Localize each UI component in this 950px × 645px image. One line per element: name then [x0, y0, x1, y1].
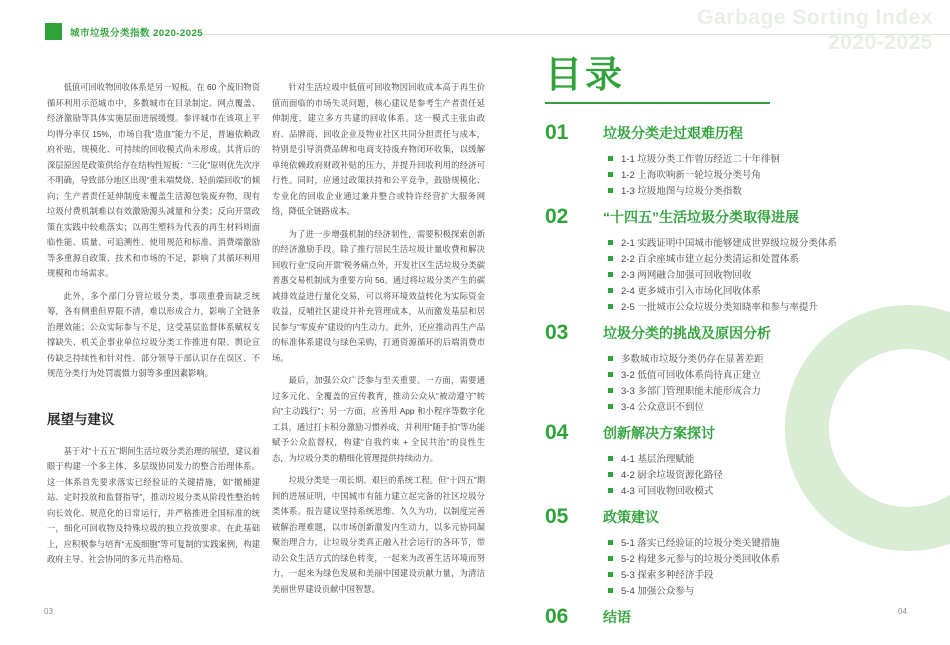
toc-title-underline — [545, 102, 770, 104]
bullet-square-icon — [608, 556, 613, 561]
toc-section-05 — [545, 506, 940, 598]
toc-entry[interactable] — [603, 550, 940, 566]
brand-square-icon — [45, 23, 62, 40]
toc-section-number: 05 — [545, 505, 569, 528]
toc-entry[interactable] — [603, 534, 940, 550]
bullet-square-icon — [608, 388, 613, 393]
paragraph: 针对生活垃圾中低值可回收物因回收成本高于再生价值而面临的市场失灵问题，核心建议是参考生产者责任延伸制度，建立多方共建的回收体系。这一模式主张由政府、品牌商、回收企业及物业社区共同分担责任与成本，特别是引导消费品牌和电商支持废弃物闭环收集，以缓解单纯依赖政府财政补贴的压力，并提升回收利用的经济可行性。同时，应通过政策扶持和公平竞争，鼓励规模化、专业化的回收企业通过兼并整合或特许经营扩大服务网络，降低全链路成本。 — [272, 82, 485, 216]
toc-section-01 — [545, 122, 940, 198]
bullet-square-icon — [608, 256, 613, 261]
toc-entry-label: 3-2 低值可回收体系尚待真正建立 — [621, 370, 761, 381]
brand-title: 城市垃圾分类指数 2020-2025 — [70, 27, 204, 39]
toc-entry[interactable] — [603, 282, 940, 298]
toc-section-title[interactable]: 政策建议 — [603, 509, 659, 525]
header-watermark — [697, 5, 933, 55]
toc-entry-label: 2-3 两网融合加强可回收物回收 — [621, 270, 752, 281]
toc-entry[interactable] — [603, 398, 940, 414]
toc-section-number: 03 — [545, 321, 569, 344]
toc-section-title[interactable]: 结语 — [603, 609, 631, 625]
toc-section-number: 06 — [545, 605, 569, 628]
toc-entry-label: 5-4 加强公众参与 — [621, 586, 695, 597]
body-column-1 — [47, 80, 260, 575]
toc-section-number: 01 — [545, 121, 569, 144]
table-of-contents — [545, 54, 940, 642]
toc-entry-label: 1-1 垃圾分类工作曾历经近二十年徘徊 — [621, 154, 780, 165]
page-number-left: 03 — [44, 607, 53, 616]
toc-entry[interactable] — [603, 466, 940, 482]
paragraph: 为了进一步增强机制的经济韧性，需要积极探索创新的经济激励手段。除了推行居民生活垃圾计量收费和解决回收行业“反向开票”税务痛点外，开发社区生活垃圾分类碳普惠交易机制成为重要方向 56。通过将垃圾分类产生的碳减排效益进行量化交易，可以将环境效益转化为实际资金收益，反哺社区建设并补充管理成本，从而激发基层和居民参与“零废弃”建设的内生动力。此外，还应推动再生产品的标准体系建设与绿色采购，打通资源循环的后端消费市场。 — [272, 228, 485, 363]
toc-entry-label: 4-2 厨余垃圾资源化路径 — [621, 470, 723, 481]
paragraph: 基于对“十五五”期间生活垃圾分类治理的展望，建议着眼于构建一个多主体、多层级协同发力的整合治理体系。这一体系首先要求落实已经验证的关键措施，如“撤桶建站、定时投放和监督指导”，推动垃圾分类从阶段性整治转向长效化、规范化的日常运行，并严格推进全国标准的统一，细化可回收物及特殊垃圾的独立投放要求。在此基础上，应积极参与培育“无废细胞”等可复制的实践案例，构建政府主导、社会协同的多元共治格局。 — [47, 445, 260, 564]
toc-entry[interactable] — [603, 150, 940, 166]
toc-section-02 — [545, 206, 940, 314]
bullet-square-icon — [608, 272, 613, 277]
toc-entry[interactable] — [603, 182, 940, 198]
toc-section-title[interactable]: 垃圾分类的挑战及原因分析 — [603, 325, 771, 341]
toc-entry[interactable] — [603, 450, 940, 466]
bullet-square-icon — [608, 188, 613, 193]
toc-entry[interactable] — [603, 566, 940, 582]
bullet-square-icon — [608, 240, 613, 245]
bullet-square-icon — [608, 172, 613, 177]
toc-entry-label: 多数城市垃圾分类仍存在显著差距 — [621, 354, 764, 365]
bullet-square-icon — [608, 572, 613, 577]
toc-entry[interactable] — [603, 482, 940, 498]
toc-section-number: 04 — [545, 421, 569, 444]
toc-section-title[interactable]: 创新解决方案探讨 — [603, 425, 715, 441]
bullet-square-icon — [608, 588, 613, 593]
bullet-square-icon — [608, 488, 613, 493]
paragraph: 垃圾分类是一项长期、艰巨的系统工程。但“十四五”期间的进展证明，中国城市有能力建立起完备的社区垃圾分类体系。报告建议坚持系统思维、久久为功，以制度完善破解治理难题，以市场创新激发内生动力，以多元协同凝聚治理合力，让垃圾分类真正融入社会运行的各环节，带动公众生活方式的绿色转变，一起来为改善生活环境而努力，一起来为绿色发展和美丽中国建设贡献力量，为清洁美丽世界建设贡献中国智慧。 — [272, 475, 485, 594]
toc-entry-label: 5-3 探索多种经济手段 — [621, 570, 714, 581]
toc-section-title[interactable]: “十四五”生活垃圾分类取得进展 — [603, 209, 799, 225]
toc-entry-label: 1-2 上海吹响新一轮垃圾分类号角 — [621, 170, 761, 181]
toc-entry-label: 5-2 构建多元参与的垃圾分类回收体系 — [621, 554, 780, 565]
body-column-2 — [272, 80, 485, 604]
watermark-line1: Garbage Sorting Index — [697, 6, 933, 29]
section-heading-outlook: 展望与建议 — [47, 411, 115, 427]
bullet-square-icon — [608, 356, 613, 361]
toc-entry[interactable] — [603, 250, 940, 266]
paragraph: 此外，多个部门分管垃圾分类，事项重叠而缺乏统筹，各有侧重但界限不清，难以形成合力，影响了全链条治理效能；公众实际参与不足，这受基层监督体系赋权支撑缺失、机关企事业单位垃圾分类工作推进有限、舆论宣传缺乏持续性和针对性、部分领导干部认识存在误区、不规范分类行为处罚震慑力弱等多重因素影响。 — [47, 290, 260, 378]
bullet-square-icon — [608, 456, 613, 461]
brand — [45, 23, 203, 40]
toc-entry-label: 2-5 一批城市公众垃圾分类知晓率和参与率提升 — [621, 302, 818, 313]
paragraph: 最后，加强公众广泛参与至关重要。一方面，需要通过多元化、全覆盖的宣传教育，推动公众从“被动遵守”转向“主动践行”；另一方面，应善用 App 和小程序等数字化工具，通过打卡积分激励习惯养成，并利用“随手拍”等功能赋予公众监督权，构建“自我约束 + 全民共治”的良性生态，为垃圾分类的精细化管理提供持续动力。 — [272, 375, 485, 463]
toc-entry-label: 3-4 公众意识不到位 — [621, 402, 704, 413]
toc-section-title[interactable]: 垃圾分类走过艰难历程 — [603, 125, 743, 141]
toc-entry-label: 4-1 基层治理赋能 — [621, 454, 695, 465]
page-number-right: 04 — [898, 607, 907, 616]
toc-entry-label: 2-4 更多城市引入市场化回收体系 — [621, 286, 761, 297]
bullet-square-icon — [608, 472, 613, 477]
toc-entry-label: 5-1 落实已经验证的垃圾分类关键措施 — [621, 538, 780, 549]
paragraph: 低值可回收物回收体系是另一短板。在 60 个废旧物资循环利用示范城市中，多数城市在目录制定、网点覆盖、经济激励等具体实施层面进展缓慢。参评城市在该项上平均得分率仅 15%，市场自我“造血”能力不足，普遍依赖政府补贴，规模化、可持续的回收模式尚未形成。其背后的深层原因是政策供给存在结构性短板：“三化”原则优先次序不明确，导致部分地区出现“重末端焚烧、轻前端回收”的倾向；生产者责任延伸制度未覆盖生活源包装废弃物，现有垃圾付费机制难以有效激励源头减量和分类；反向开票政策在实践中较难落实；以再生塑料为代表的再生材料则面临性能、质量、可追溯性、使用规范和标准、消费端激励等多重源自政策、技术和市场的不足，影响了其循环利用规模和市场需求。 — [47, 82, 260, 278]
toc-entry[interactable] — [603, 382, 940, 398]
toc-entry[interactable] — [603, 266, 940, 282]
toc-entry[interactable] — [603, 298, 940, 314]
bullet-square-icon — [608, 540, 613, 545]
bullet-square-icon — [608, 372, 613, 377]
toc-entry[interactable] — [603, 166, 940, 182]
toc-section-number: 02 — [545, 205, 569, 228]
toc-entry-label: 2-1 实践证明中国城市能够建成世界级垃圾分类体系 — [621, 238, 837, 249]
toc-section-03 — [545, 322, 940, 414]
bullet-square-icon — [608, 304, 613, 309]
toc-entry-label: 1-3 垃圾地图与垃圾分类指数 — [621, 186, 742, 197]
toc-entry[interactable] — [603, 234, 940, 250]
toc-entry-label: 3-3 多部门管理职能未能形成合力 — [621, 386, 761, 397]
toc-section-06 — [545, 606, 940, 634]
toc-title: 目录 — [545, 54, 625, 95]
bullet-square-icon — [608, 404, 613, 409]
toc-entry-label: 2-2 百余座城市建立起分类清运和处置体系 — [621, 254, 799, 265]
bullet-square-icon — [608, 156, 613, 161]
toc-entry-label: 4-3 可回收物回收模式 — [621, 486, 714, 497]
toc-entry[interactable] — [603, 366, 940, 382]
toc-entry[interactable] — [603, 350, 940, 366]
toc-section-04 — [545, 422, 940, 498]
toc-entry[interactable] — [603, 582, 940, 598]
bullet-square-icon — [608, 288, 613, 293]
watermark-line2: 2020-2025 — [828, 31, 933, 54]
